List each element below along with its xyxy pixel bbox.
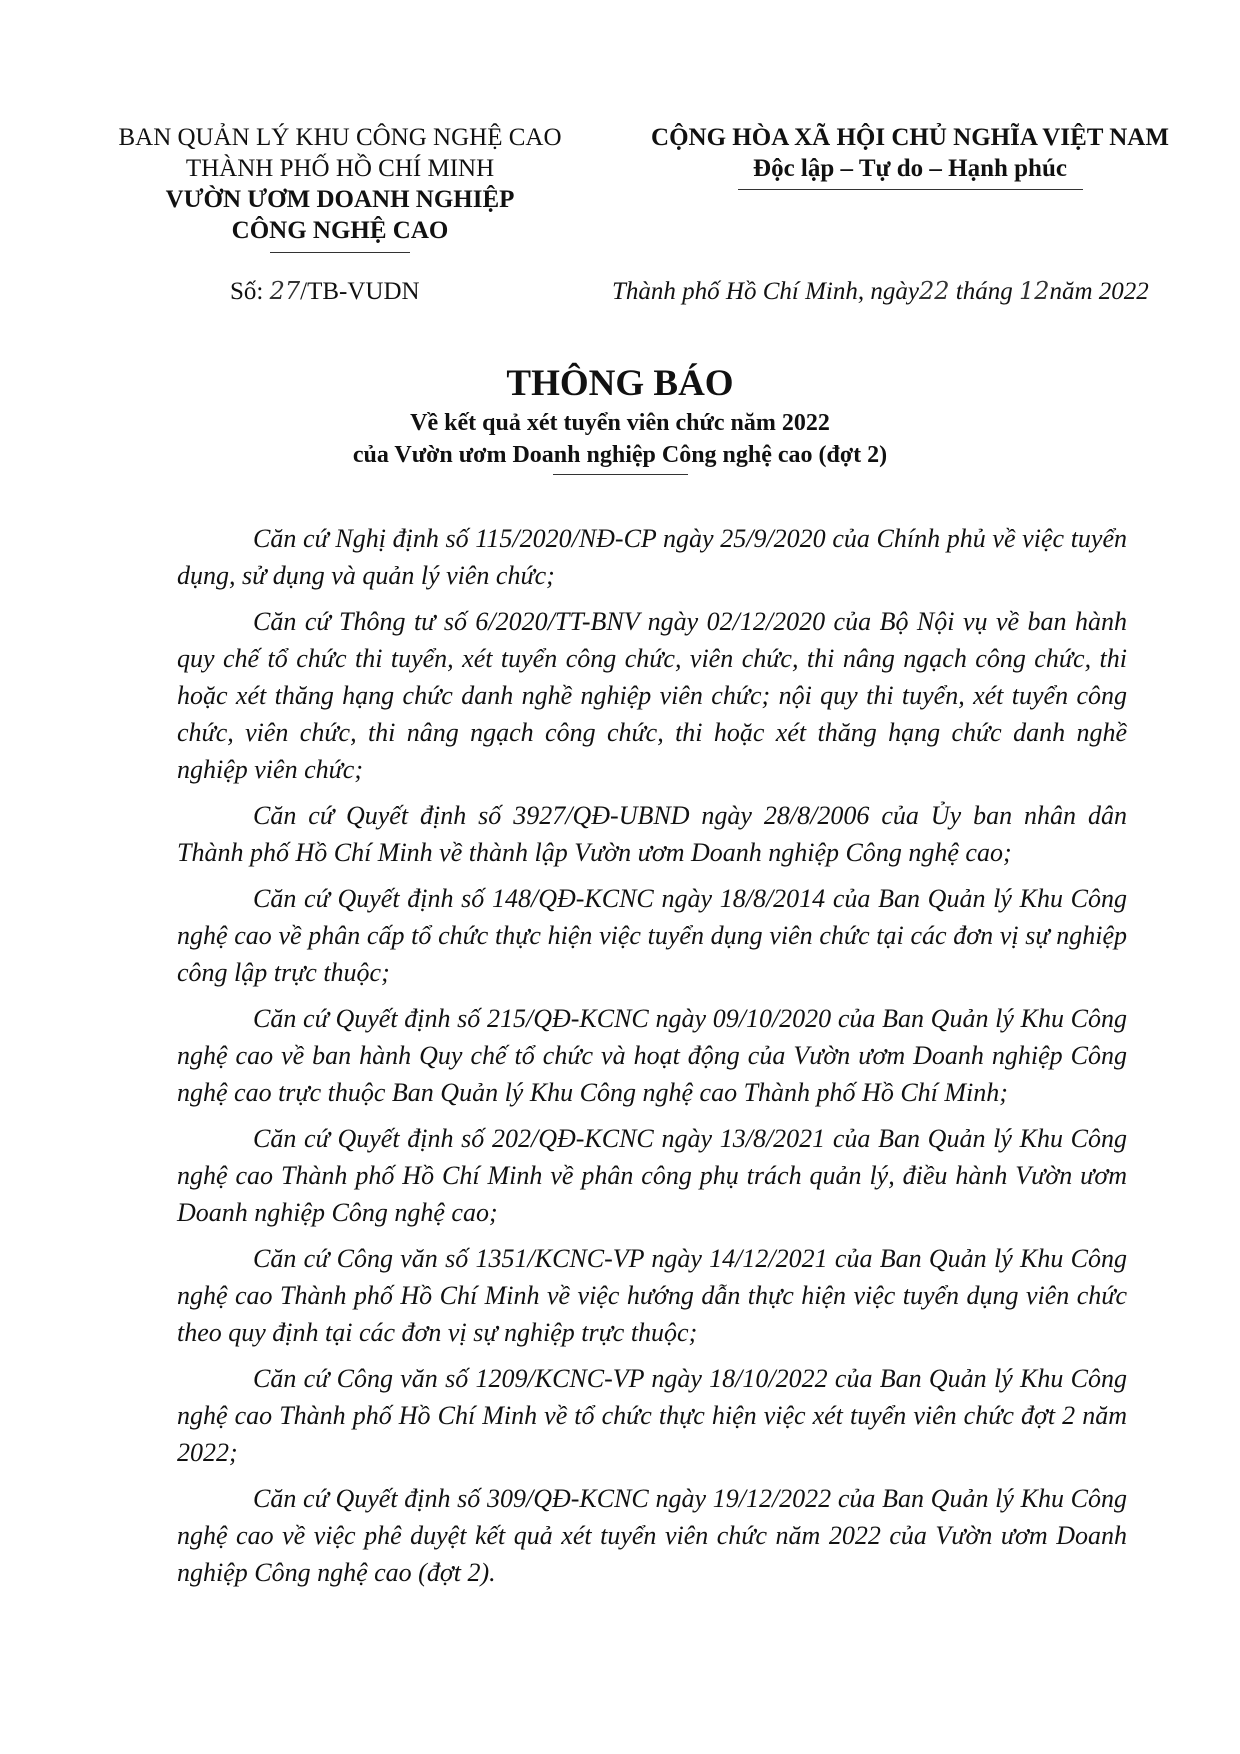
subtitle-line-2: của Vườn ươm Doanh nghiệp Công nghệ cao (đợt 2)	[352, 442, 888, 468]
legal-basis-paragraph: Căn cứ Quyết định số 215/QĐ-KCNC ngày 09/10/2020 của Ban Quản lý Khu Công nghệ cao về ban hành Quy chế tổ chức và hoạt động của Vườn ươm Doanh nghiệp Công nghệ cao trực thuộc Ban Quản lý Khu Công nghệ cao Thành phố Hồ Chí Minh;	[177, 1004, 1127, 1107]
legal-basis-paragraph: Căn cứ Quyết định số 148/QĐ-KCNC ngày 18/8/2014 của Ban Quản lý Khu Công nghệ cao về phân cấp tổ chức thực hiện việc tuyển dụng viên chức tại các đơn vị sự nghiệp công lập trực thuộc;	[177, 884, 1127, 987]
date-month-handwritten: 12	[1018, 277, 1050, 305]
legal-basis-paragraph: Căn cứ Thông tư số 6/2020/TT-BNV ngày 02/12/2020 của Bộ Nội vụ về ban hành quy chế tổ chức thi tuyển, xét tuyển công chức, viên chức, thi nâng ngạch công chức, thi hoặc xét thăng hạng chức danh nghề nghiệp viên chức; nội quy thi tuyển, xét tuyển công chức, viên chức, thi nâng ngạch công chức, thi hoặc xét thăng hạng chức danh nghề nghiệp viên chức;	[177, 607, 1127, 784]
legal-basis-paragraph: Căn cứ Quyết định số 202/QĐ-KCNC ngày 13/8/2021 của Ban Quản lý Khu Công nghệ cao Thành phố Hồ Chí Minh về phân công phụ trách quản lý, điều hành Vườn ươm Doanh nghiệp Công nghệ cao;	[177, 1124, 1127, 1227]
agency-line-4: CÔNG NGHỆ CAO	[231, 217, 449, 244]
national-motto: Độc lập – Tự do – Hạnh phúc	[753, 155, 1067, 182]
motto-underline	[738, 189, 1083, 190]
issue-date	[612, 277, 1149, 306]
document-title: THÔNG BÁO	[506, 363, 734, 404]
agency-line-2: THÀNH PHỐ HỒ CHÍ MINH	[185, 155, 495, 182]
date-prefix: Thành phố Hồ Chí Minh, ngày	[612, 278, 919, 305]
legal-basis-paragraph: Căn cứ Quyết định số 3927/QĐ-UBND ngày 28/8/2006 của Ủy ban nhân dân Thành phố Hồ Chí Minh về thành lập Vườn ươm Doanh nghiệp Công nghệ cao;	[177, 801, 1127, 867]
agency-underline	[270, 252, 410, 253]
national-name: CỘNG HÒA XÃ HỘI CHỦ NGHĨA VIỆT NAM	[651, 124, 1169, 151]
doc-number-handwritten: 27	[269, 277, 301, 305]
doc-number-suffix: /TB-VUDN	[300, 278, 420, 305]
document-subtitle	[0, 407, 1240, 475]
legal-basis-paragraph: Căn cứ Công văn số 1209/KCNC-VP ngày 18/10/2022 của Ban Quản lý Khu Công nghệ cao Thành phố Hồ Chí Minh về tổ chức thực hiện việc xét tuyển viên chức đợt 2 năm 2022;	[177, 1364, 1127, 1467]
agency-line-3: VƯỜN ƯƠM DOANH NGHIỆP	[165, 186, 515, 213]
legal-basis-paragraph: Căn cứ Công văn số 1351/KCNC-VP ngày 14/12/2021 của Ban Quản lý Khu Công nghệ cao Thành phố Hồ Chí Minh về việc hướng dẫn thực hiện việc tuyển dụng viên chức theo quy định tại các đơn vị sự nghiệp trực thuộc;	[177, 1244, 1127, 1347]
subtitle-line-1: Về kết quả xét tuyển viên chức năm 2022	[410, 410, 830, 436]
date-month-label: tháng	[955, 278, 1013, 305]
date-day-handwritten: 22	[918, 277, 950, 305]
document-number	[230, 277, 420, 306]
subtitle-underline	[553, 474, 688, 475]
issuing-agency-header	[80, 122, 600, 253]
date-year: năm 2022	[1049, 278, 1149, 305]
national-motto-header	[620, 122, 1200, 190]
doc-number-prefix: Số:	[230, 278, 270, 305]
legal-basis-paragraph: Căn cứ Nghị định số 115/2020/NĐ-CP ngày 25/9/2020 của Chính phủ về việc tuyển dụng, sử dụng và quản lý viên chức;	[177, 524, 1127, 590]
legal-basis-paragraph: Căn cứ Quyết định số 309/QĐ-KCNC ngày 19/12/2022 của Ban Quản lý Khu Công nghệ cao về việc phê duyệt kết quả xét tuyển viên chức năm 2022 của Vườn ươm Doanh nghiệp Công nghệ cao (đợt 2).	[177, 1484, 1127, 1587]
legal-basis-section	[177, 520, 1127, 1600]
agency-line-1: BAN QUẢN LÝ KHU CÔNG NGHỆ CAO	[118, 124, 562, 151]
